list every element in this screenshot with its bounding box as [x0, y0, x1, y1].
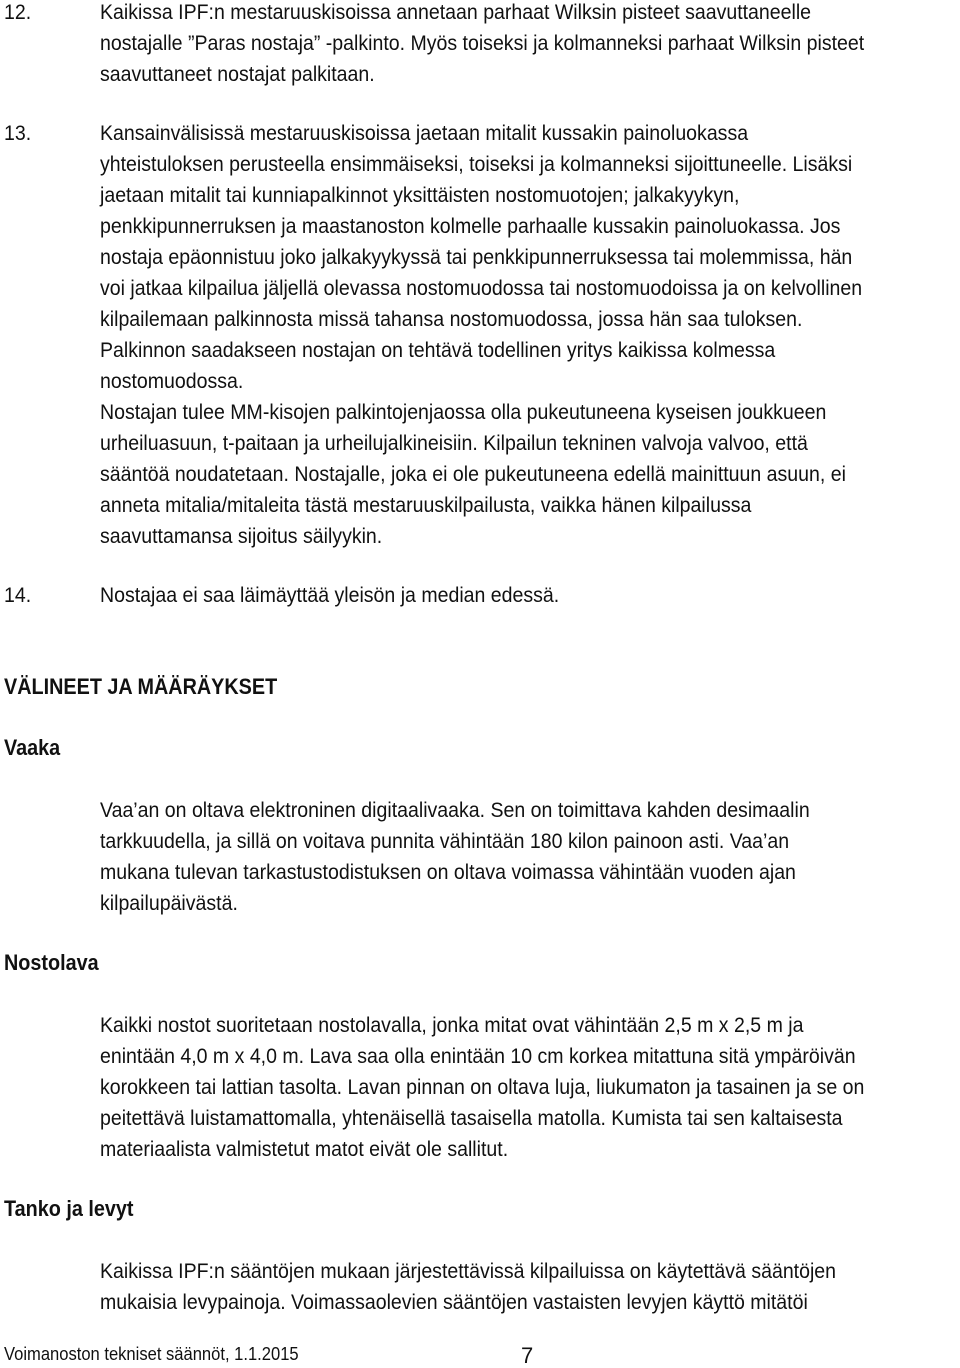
- text-line: sääntöä noudatetaan. Nostajalle, joka ei ole pukeutuneena edellä mainittuun asuun, ei: [100, 463, 846, 486]
- text-line: anneta mitalia/mitaleita tästä mestaruuskilpailusta, vaikka hänen kilpailussa: [100, 494, 752, 517]
- text-line: materiaalista valmistetut matot eivät ole sallitut.: [100, 1138, 509, 1161]
- text-line: saavuttamansa sijoitus säilyykin.: [100, 525, 383, 548]
- text-line: nostajalle ”Paras nostaja” -palkinto. Myös toiseksi ja kolmanneksi parhaat Wilksin pisteet: [100, 32, 865, 55]
- footer-document-title: Voimanoston tekniset säännöt, 1.1.2015: [4, 1344, 299, 1364]
- subsection-title-tanko-ja-levyt: Tanko ja levyt: [4, 1196, 134, 1221]
- text-line: penkkipunnerruksen ja maastanoston kolmelle parhaalle kussakin painoluokassa. Jos: [100, 215, 841, 238]
- text-line: Nostajan tulee MM-kisojen palkintojenjaossa olla pukeutuneena kyseisen joukkueen: [100, 401, 827, 424]
- text-line: mukana tulevan tarkastustodistuksen on oltava voimassa vähintään vuoden ajan: [100, 861, 796, 884]
- text-line: mukaisia levypainoja. Voimassaolevien sääntöjen vastaisten levyjen käyttö mitätöi: [100, 1291, 808, 1314]
- text-line: enintään 4,0 m x 4,0 m. Lava saa olla enintään 10 cm korkea mitattuna sitä ympäröivän: [100, 1045, 856, 1068]
- tanko-ja-levyt-text: [100, 1256, 923, 1318]
- item-12-text: [100, 0, 923, 90]
- text-line: Nostajaa ei saa läimäyttää yleisön ja median edessä.: [100, 584, 560, 607]
- text-line: korokkeen tai lattian tasolta. Lavan pinnan on oltava luja, liukumaton ja tasainen ja se on: [100, 1076, 865, 1099]
- text-line: peitettävä luistamattomalla, yhtenäisellä tasaisella matolla. Kumista tai sen kaltaisesta: [100, 1107, 843, 1130]
- text-line: jaetaan mitalit tai kunniapalkinnot yksittäisten nostomuotojen; jalkakyykyn,: [100, 184, 740, 207]
- text-line: Palkinnon saadakseen nostajan on tehtävä todellinen yritys kaikissa kolmessa: [100, 339, 776, 362]
- text-line: Kaikki nostot suoritetaan nostolavalla, jonka mitat ovat vähintään 2,5 m x 2,5 m ja: [100, 1014, 804, 1037]
- text-line: nostaja epäonnistuu joko jalkakyykyssä tai penkkipunnerruksessa tai molemmissa, hän: [100, 246, 853, 269]
- text-line: urheiluasuun, t-paitaan ja urheilujalkineisiin. Kilpailun tekninen valvoja valvoo, että: [100, 432, 808, 455]
- item-number: 12.: [4, 1, 32, 24]
- vaaka-text: [100, 795, 923, 919]
- text-line: saavuttaneet nostajat palkitaan.: [100, 63, 375, 86]
- text-line: Kansainvälisissä mestaruuskisoissa jaetaan mitalit kussakin painoluokassa: [100, 122, 749, 145]
- text-line: kilpailupäivästä.: [100, 892, 238, 915]
- text-line: yhteistuloksen perusteella ensimmäiseksi, toiseksi ja kolmanneksi sijoittuneelle. Lisäksi: [100, 153, 853, 176]
- text-line: nostomuodossa.: [100, 370, 244, 393]
- subsection-title-nostolava: Nostolava: [4, 950, 99, 975]
- text-line: kilpailemaan palkinnosta missä tahansa nostomuodossa, jossa hän saa tuloksen.: [100, 308, 803, 331]
- text-line: Vaa’an on oltava elektroninen digitaalivaaka. Sen on toimittava kahden desimaalin: [100, 799, 810, 822]
- item-number: 14.: [4, 584, 32, 607]
- item-number: 13.: [4, 122, 32, 145]
- text-line: tarkkuudella, ja sillä on voitava punnita vähintään 180 kilon painoon asti. Vaa’an: [100, 830, 790, 853]
- section-title: VÄLINEET JA MÄÄRÄYKSET: [4, 674, 278, 699]
- item-13-text: [100, 118, 923, 552]
- item-14-text: [100, 580, 923, 611]
- text-line: voi jatkaa kilpailua jäljellä olevassa nostomuodossa tai nostomuodoissa ja on kelvollinen: [100, 277, 863, 300]
- page-number: 7: [521, 1343, 534, 1368]
- subsection-title-vaaka: Vaaka: [4, 735, 61, 760]
- text-line: Kaikissa IPF:n sääntöjen mukaan järjestettävissä kilpailuissa on käytettävä sääntöjen: [100, 1260, 837, 1283]
- text-line: Kaikissa IPF:n mestaruuskisoissa annetaan parhaat Wilksin pisteet saavuttaneelle: [100, 1, 812, 24]
- nostolava-text: [100, 1010, 923, 1165]
